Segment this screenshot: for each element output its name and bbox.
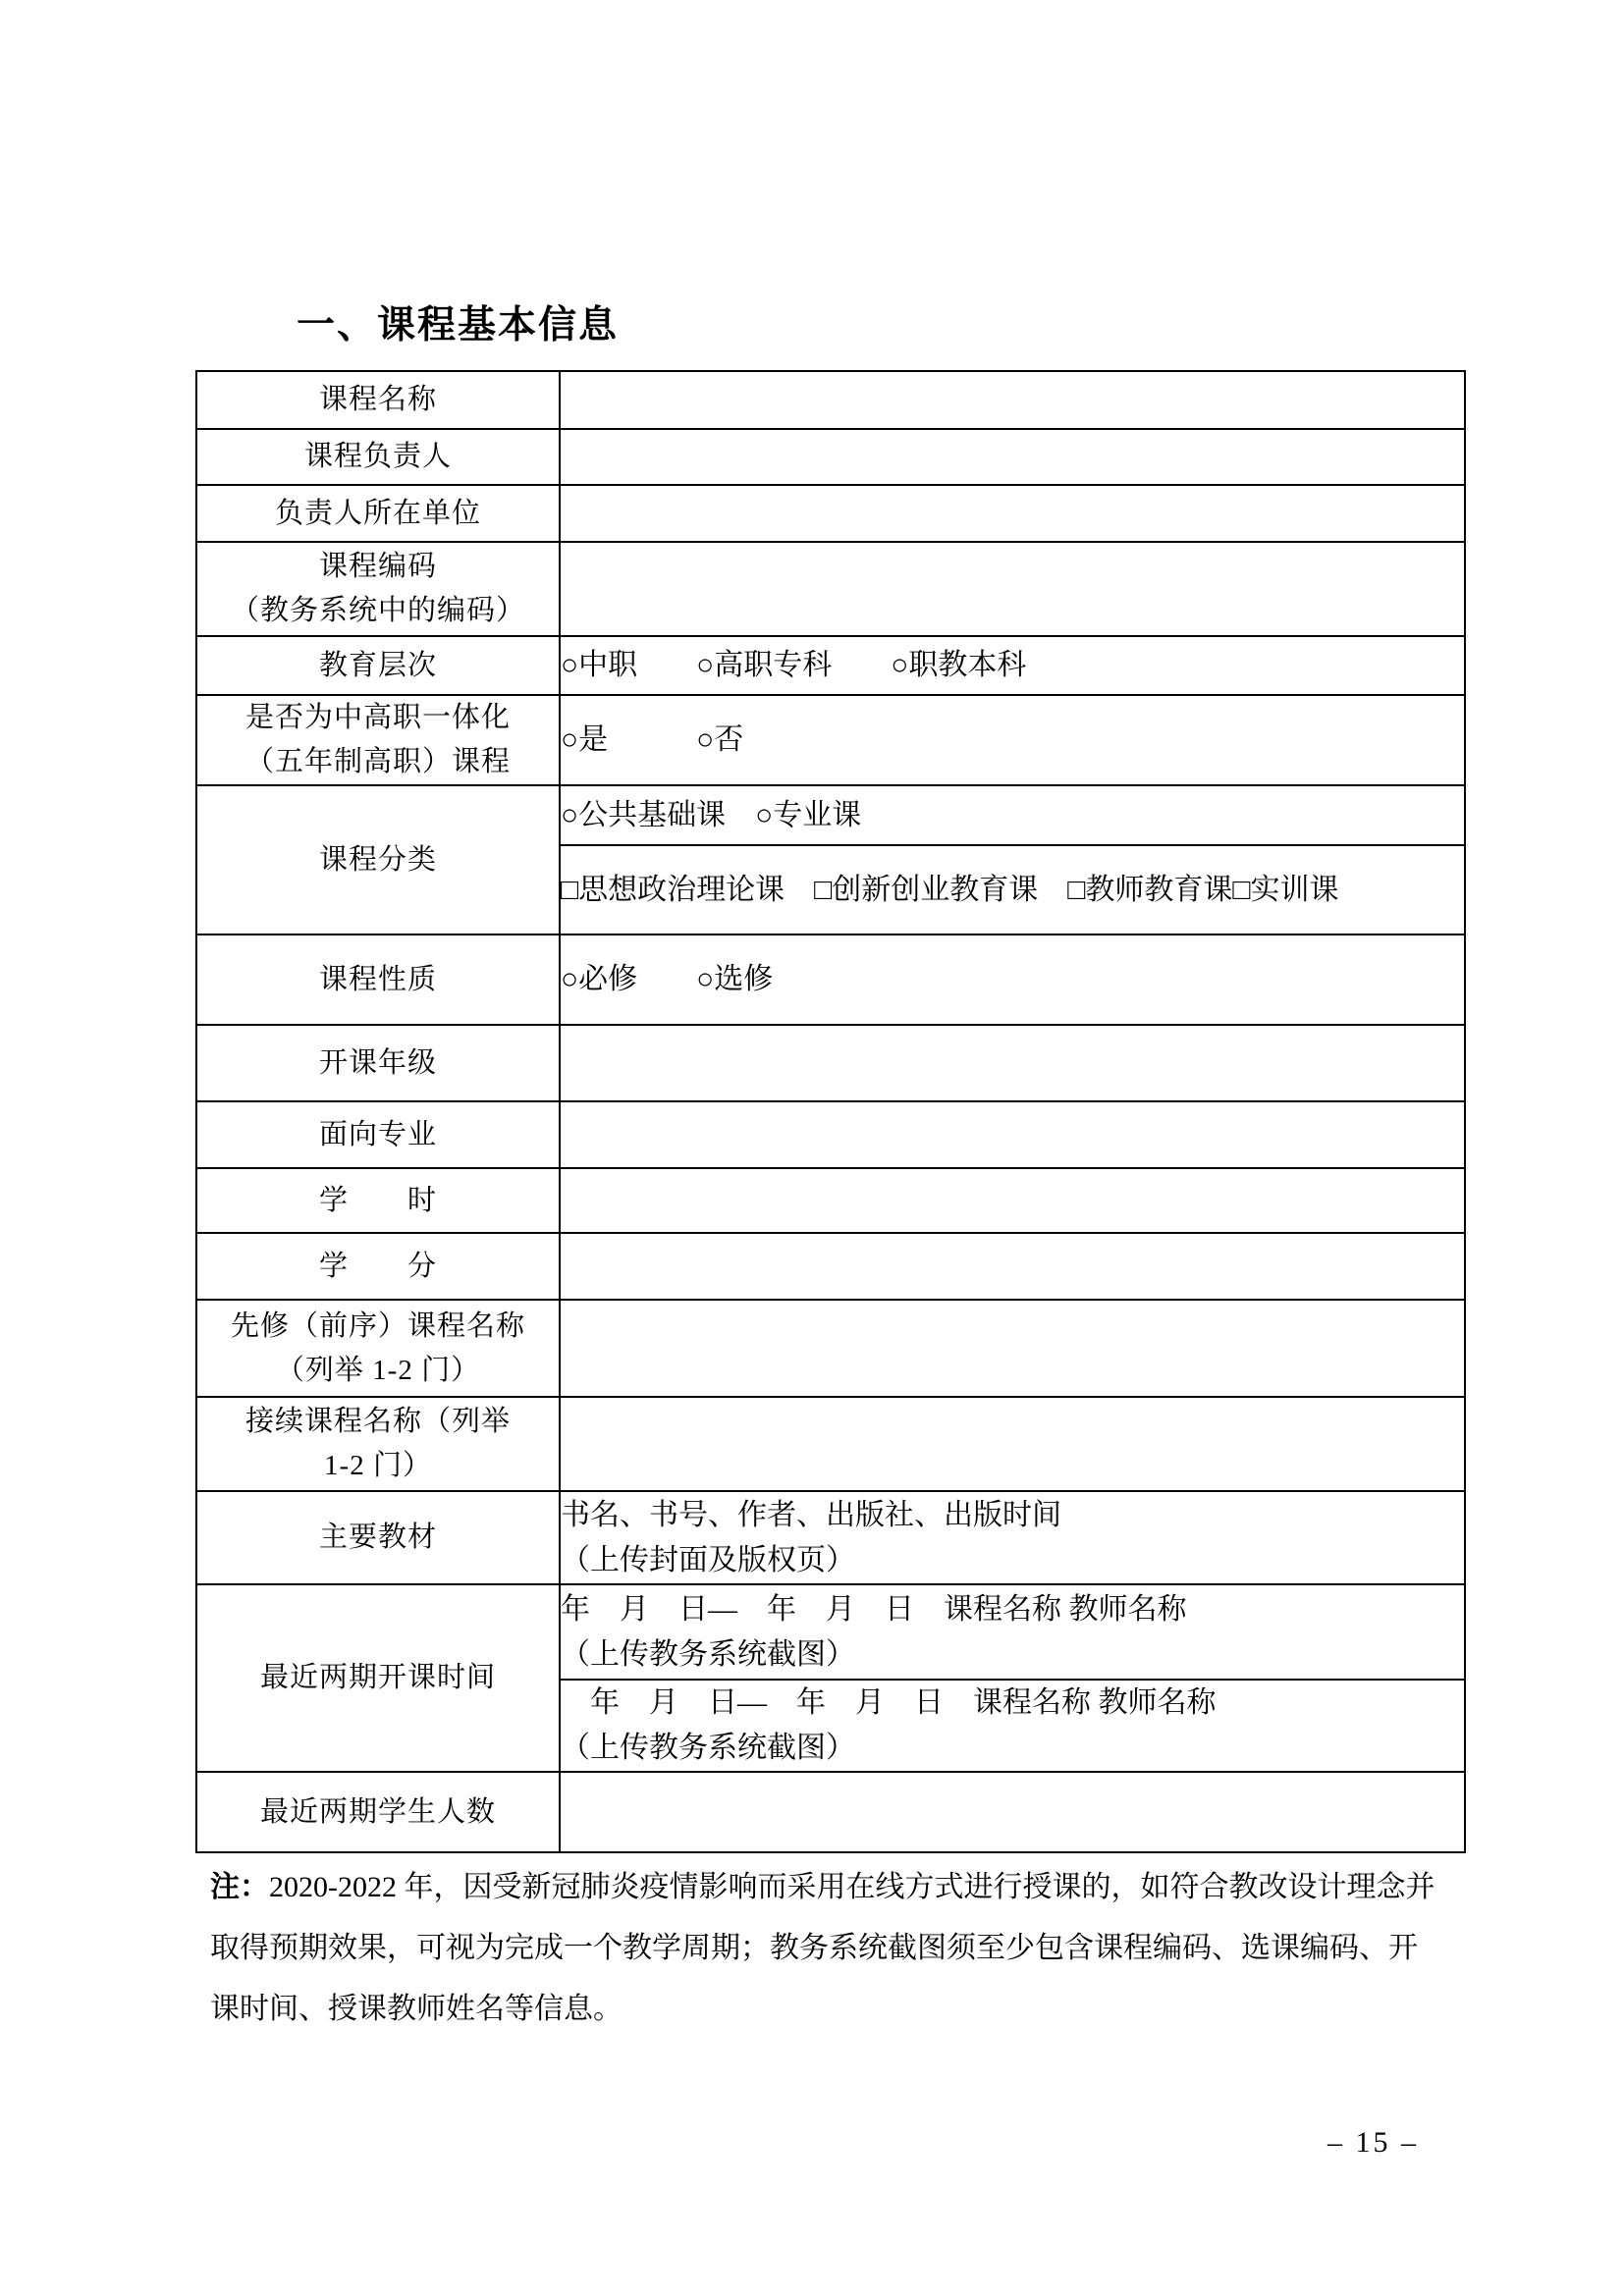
row-value-cell: [560, 1025, 1465, 1101]
footnote-line-1: [210, 1857, 1479, 1918]
footnote: [210, 1857, 1479, 2040]
table-row: [196, 1233, 1465, 1300]
row-value-cell: [560, 1584, 1465, 1680]
table-row: [196, 371, 1465, 429]
footnote-line-3: 课时间、授课教师姓名等信息。: [210, 1993, 623, 2025]
row-label-cell: [196, 542, 560, 636]
label-line: 主要教材: [318, 1522, 437, 1553]
row-label-cell: [196, 1025, 560, 1101]
label-line: 开课年级: [318, 1046, 437, 1079]
label-line: 最近两期学生人数: [259, 1795, 496, 1828]
row-label-cell: [196, 934, 560, 1025]
row-value-cell: [560, 695, 1465, 785]
row-label-cell: [196, 785, 560, 934]
label-line: 课程分类: [318, 843, 437, 876]
value-line: ○是 ○否: [561, 723, 744, 756]
row-value-cell: [560, 542, 1465, 636]
row-label-cell: [196, 485, 560, 542]
row-value-cell: [560, 1300, 1465, 1397]
row-label-cell: [196, 1491, 560, 1584]
row-label-cell: [196, 1584, 560, 1772]
row-value-cell: [560, 1397, 1465, 1491]
label-line: 课程负责人: [303, 441, 452, 472]
footnote-prefix: 注：: [210, 1871, 269, 1903]
value-line: （上传封面及版权页）: [561, 1543, 855, 1576]
row-value-cell: [560, 845, 1465, 934]
row-value-cell: [560, 934, 1465, 1025]
table-row: [196, 1491, 1465, 1584]
label-line: 接续课程名称（列举: [244, 1406, 511, 1437]
label-line: 学 分: [318, 1250, 437, 1282]
row-label-cell: [196, 371, 560, 429]
row-value-cell: [560, 1101, 1465, 1168]
row-label-cell: [196, 1397, 560, 1491]
row-value-cell: [560, 1680, 1465, 1772]
table-row: [196, 636, 1465, 695]
course-info-table-body: [196, 371, 1465, 1852]
table-row: [196, 1101, 1465, 1168]
label-line: 先修（前序）课程名称: [230, 1309, 525, 1342]
label-line: （教务系统中的编码）: [230, 595, 525, 626]
value-line: （上传教务系统截图）: [561, 1637, 855, 1671]
row-label-cell: [196, 1233, 560, 1300]
label-line: 是否为中高职一体化: [244, 702, 511, 733]
label-line: 学 时: [318, 1184, 437, 1216]
row-value-cell: [560, 636, 1465, 695]
table-row: [196, 429, 1465, 485]
row-value-cell: [560, 429, 1465, 485]
table-row: [196, 1025, 1465, 1101]
label-line: 负责人所在单位: [274, 497, 481, 529]
value-line: ○公共基础课 ○专业课: [561, 798, 862, 831]
table-row: [196, 1772, 1465, 1852]
footnote-line-2: 取得预期效果，可视为完成一个教学周期；教务系统截图须至少包含课程编码、选课编码、开: [210, 1932, 1418, 1964]
value-line: 年 月 日— 年 月 日 课程名称 教师名称: [561, 1592, 1187, 1626]
row-value-cell: [560, 371, 1465, 429]
label-line: 教育层次: [318, 649, 437, 681]
value-line: ○必修 ○选修: [561, 963, 774, 995]
label-line: （五年制高职）课程: [244, 746, 511, 777]
table-row: [196, 934, 1465, 1025]
label-line: 课程名称: [318, 384, 437, 415]
table-row: [196, 785, 1465, 845]
table-row: [196, 1397, 1465, 1491]
value-line: ○中职 ○高职专科 ○职教本科: [561, 649, 1027, 681]
table-row: [196, 1584, 1465, 1680]
value-line: 年 月 日— 年 月 日 课程名称 教师名称: [561, 1686, 1217, 1719]
table-row: [196, 542, 1465, 636]
label-line: （列举 1-2 门）: [275, 1354, 481, 1386]
table-row: [196, 1168, 1465, 1233]
row-label-cell: [196, 429, 560, 485]
row-value-cell: [560, 485, 1465, 542]
page-number: – 15 –: [1327, 2126, 1419, 2159]
label-line: 最近两期开课时间: [259, 1662, 496, 1693]
page-title: 一、课程基本信息: [297, 304, 620, 347]
label-line: 1-2 门）: [324, 1450, 432, 1481]
footnote-line-1-text: 2020-2022 年，因受新冠肺炎疫情影响而采用在线方式进行授课的，如符合教改设计理念并: [269, 1871, 1435, 1903]
row-value-cell: [560, 1168, 1465, 1233]
row-label-cell: [196, 1300, 560, 1397]
label-line: 课程性质: [318, 963, 437, 995]
course-info-table: [195, 370, 1466, 1853]
label-line: 面向专业: [318, 1118, 437, 1150]
label-line: 课程编码: [318, 551, 437, 582]
row-value-cell: [560, 785, 1465, 845]
row-value-cell: [560, 1772, 1465, 1852]
row-label-cell: [196, 1168, 560, 1233]
table-row: [196, 1300, 1465, 1397]
row-label-cell: [196, 695, 560, 785]
row-label-cell: [196, 636, 560, 695]
row-value-cell: [560, 1491, 1465, 1584]
row-value-cell: [560, 1233, 1465, 1300]
value-line: □思想政治理论课 □创新创业教育课 □教师教育课□实训课: [561, 873, 1339, 906]
row-label-cell: [196, 1772, 560, 1852]
table-row: [196, 485, 1465, 542]
value-line: （上传教务系统截图）: [561, 1732, 855, 1764]
table-row: [196, 695, 1465, 785]
value-line: 书名、书号、作者、出版社、出版时间: [561, 1498, 1061, 1531]
row-label-cell: [196, 1101, 560, 1168]
